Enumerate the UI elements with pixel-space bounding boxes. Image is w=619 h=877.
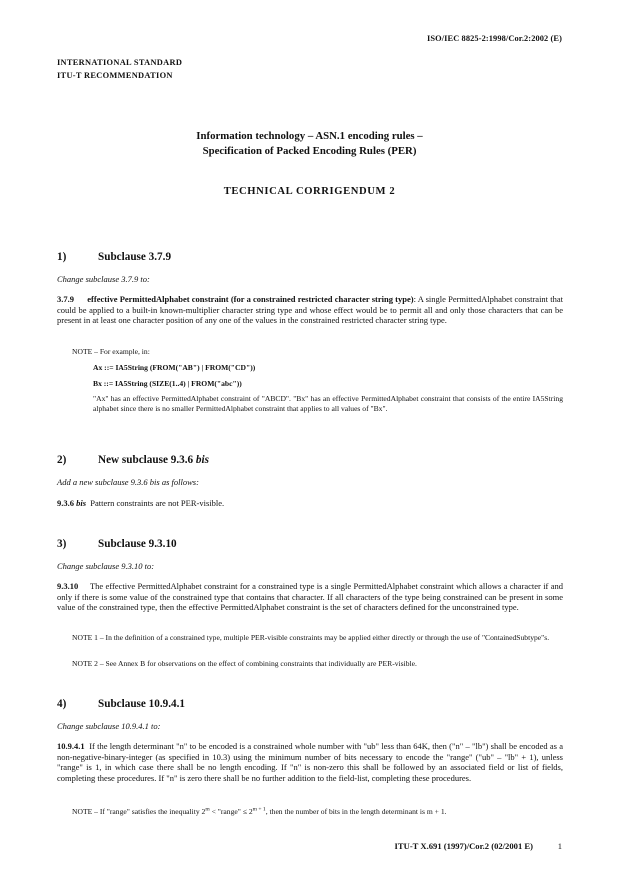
clause-10-9-4-1 (57, 741, 563, 783)
clause-number: 9.3.6 (57, 498, 74, 508)
section-3-instruction: Change subclause 9.3.10 to: (57, 561, 155, 571)
document-title-line1: Information technology – ASN.1 encoding rules – (196, 130, 423, 142)
section-4-heading (57, 698, 185, 710)
clause-number: 10.9.4.1 (57, 741, 85, 751)
section-3-heading (57, 538, 177, 550)
footer-reference: ITU-T X.691 (1997)/Cor.2 (02/2001 E) (394, 841, 533, 851)
clause-term: effective PermittedAlphabet constraint (for a constrained restricted character string type) (87, 294, 414, 304)
standard-label: INTERNATIONAL STANDARD (57, 58, 183, 67)
section-title: Subclause 3.7.9 (98, 251, 172, 263)
corrigendum-title: TECHNICAL CORRIGENDUM 2 (223, 186, 396, 197)
clause-9-3-6-bis (57, 498, 563, 509)
document-title-line2: Specification of Packed Encoding Rules (PER) (202, 145, 417, 157)
clause-number: 3.7.9 (57, 294, 74, 304)
clause-text: Pattern constraints are not PER-visible. (90, 498, 225, 508)
clause-text: The effective PermittedAlphabet constraint for a constrained type is a single PermittedAlphabet constraint which allows a character if and only if there is some value of the constrained type that contains that character. If all characters of the type being constrained can be present in some value of the constrained type, then the effective PermittedAlphabet constraint is the set of characters defined for the unconstrained type. (57, 581, 564, 613)
section-1-instruction: Change subclause 3.7.9 to: (57, 274, 150, 284)
clause-3-7-9 (57, 294, 563, 326)
section-title: Subclause 10.9.4.1 (98, 698, 186, 710)
section-number: 3) (57, 538, 67, 550)
clause-number: 9.3.10 (57, 581, 79, 591)
section-number: 1) (57, 251, 67, 263)
clause-text: : A single PermittedAlphabet constraint that could be applied to a built-in known-multiplier character string type and whose effect would be to permit all and only those characters that can be present in at least one character position of any one of the values in the constrained restricted character string type. (57, 294, 563, 326)
code-example-ax: Ax ::= IA5String (FROM("AB") | FROM("CD")) (93, 363, 256, 372)
document-reference: ISO/IEC 8825-2:1998/Cor.2:2002 (E) (427, 34, 562, 43)
section-2-instruction: Add a new subclause 9.3.6 bis as follows: (57, 477, 199, 487)
clause-text: If the length determinant "n" to be encoded is a constrained whole number with "ub" less than 64K, then ("n" – "lb") shall be encoded as a non-negative-binary-integer (as specified in 10.3) using the minimum number of bits necessary to encode the "range" ("ub" – "lb" + 1), unless "range" is 1, in which case there shall be no length encoding. If "n" is non-zero this shall be followed by an associated field or list of fields, completing these procedures. If "n" is zero there shall be no further addition to the field-list, completing these procedures. (57, 741, 564, 783)
note-1: NOTE 1 – In the definition of a constrained type, multiple PER-visible constraints may be applied either directly or through the use of "ContainedSubtype"s. (72, 633, 550, 642)
section-title: Subclause 9.3.10 (98, 538, 177, 550)
note-body: "Ax" has an effective PermittedAlphabet constraint of "ABCD". "Bx" has an effective PermittedAlphabet constraint that consists of the entire IA5String alphabet since there is no smaller PermittedAlphabet constraint that applies to all values of "Bx". (93, 394, 563, 413)
section-title: New subclause 9.3.6 (98, 454, 196, 466)
clause-number-suffix: bis (76, 498, 87, 508)
section-number: 4) (57, 698, 67, 710)
page-number: 1 (557, 841, 562, 851)
note-intro: NOTE – For example, in: (72, 347, 150, 356)
section-1-heading (57, 251, 171, 263)
range-note: NOTE – If "range" satisfies the inequality $2^m$ < "range" ≤ $2^{m + 1}$, then the number of bits in the length determinant is m + 1. (72, 806, 447, 816)
section-2-heading (57, 454, 209, 466)
clause-9-3-10 (57, 581, 563, 613)
section-number: 2) (57, 454, 67, 466)
code-example-bx: Bx ::= IA5String (SIZE(1..4) | FROM("abc")) (93, 379, 242, 388)
section-4-instruction: Change subclause 10.9.4.1 to: (57, 721, 161, 731)
section-title-italic: bis (195, 454, 209, 466)
note-2: NOTE 2 – See Annex B for observations on the effect of combining constraints that individually are PER-visible. (72, 659, 417, 668)
recommendation-label: ITU-T RECOMMENDATION (57, 71, 173, 80)
